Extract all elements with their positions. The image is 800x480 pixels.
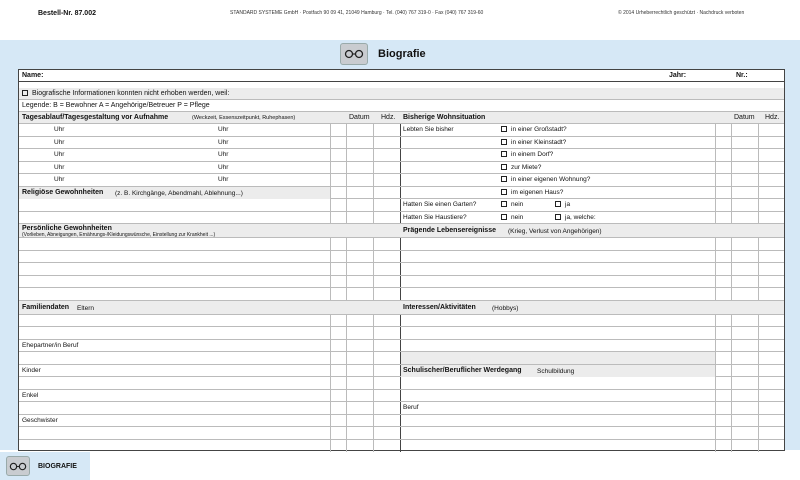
table-row[interactable] (19, 352, 784, 365)
option-checkbox[interactable] (501, 164, 541, 171)
table-row[interactable] (19, 427, 784, 440)
table-row[interactable] (19, 327, 784, 340)
spouse-label: Ehepartner/in Beruf (22, 341, 79, 349)
checkbox-icon[interactable] (501, 151, 507, 157)
no-label: nein (511, 201, 524, 208)
school-hint: Schulbildung (537, 367, 575, 375)
option-checkbox[interactable] (501, 126, 567, 133)
checkbox-icon[interactable] (501, 214, 507, 220)
table-row[interactable] (19, 149, 784, 162)
glasses-icon (340, 43, 368, 65)
checkbox-icon[interactable] (555, 201, 561, 207)
checkbox-icon[interactable] (501, 126, 507, 132)
no-label: nein (511, 213, 524, 221)
table-row[interactable] (19, 402, 784, 415)
uhr-label: Uhr (54, 138, 65, 146)
checkbox-icon[interactable] (555, 214, 561, 220)
option-label: zur Miete? (511, 163, 542, 171)
school-title: Schulischer/Beruflicher Werdegang (403, 366, 522, 374)
name-row[interactable] (19, 70, 784, 82)
datum-header: Datum (349, 114, 370, 121)
form-title-bar (340, 42, 426, 66)
uhr-label: Uhr (218, 138, 229, 146)
option-label: in einer Kleinstadt? (511, 138, 567, 146)
uhr-label: Uhr (54, 151, 65, 158)
lived-label: Lebten Sie bisher (403, 126, 454, 133)
option-label: in einem Dorf? (511, 151, 554, 158)
checkbox-icon[interactable] (501, 164, 507, 170)
checkbox-icon[interactable] (22, 90, 28, 96)
biography-form (18, 69, 785, 451)
interests-title: Interessen/Aktivitäten (403, 303, 476, 311)
family-title: Familiendaten (22, 303, 70, 311)
uhr-label: Uhr (218, 176, 229, 183)
checkbox-icon[interactable] (501, 189, 507, 195)
bottom-bar (0, 452, 800, 480)
siblings-label: Geschwister (22, 416, 58, 424)
option-checkbox[interactable] (501, 139, 566, 146)
page-title: Biografie (378, 48, 426, 60)
option-checkbox[interactable] (501, 176, 590, 183)
section-header-row (19, 301, 784, 315)
yes-which-label: ja, welche: (565, 213, 596, 221)
school-header-bg (401, 352, 715, 364)
section-header-row (19, 224, 784, 238)
pet-yes[interactable] (555, 214, 596, 221)
religion-hint: (z. B. Kirchgänge, Abendmahl, Ablehnung...) (115, 189, 243, 197)
checkbox-icon[interactable] (501, 201, 507, 207)
events-hint: (Krieg, Verlust von Angehörigen) (508, 228, 602, 235)
personal-title: Persönliche Gewohnheiten (22, 225, 112, 232)
personal-hint: (Vorlieben, Abneigungen, Ernährungs-/Kleidungswünsche, Einstellung zur Krankheit ...) (22, 232, 216, 238)
name-label: Name: (22, 72, 44, 79)
table-row[interactable] (19, 199, 784, 212)
uhr-label: Uhr (218, 151, 229, 158)
uhr-label: Uhr (54, 176, 65, 183)
living-title: Bisherige Wohnsituation (403, 114, 486, 121)
garden-question: Hatten Sie einen Garten? (403, 201, 477, 208)
table-row[interactable] (19, 251, 784, 264)
table-row[interactable] (19, 288, 784, 301)
family-hint: Eltern (77, 304, 94, 312)
garden-no[interactable] (501, 201, 523, 208)
table-row[interactable] (19, 238, 784, 251)
pet-no[interactable] (501, 214, 523, 221)
table-row[interactable] (19, 276, 784, 289)
table-row[interactable] (19, 390, 784, 403)
section-header-row (19, 112, 784, 124)
table-row[interactable] (19, 365, 784, 378)
table-row[interactable] (19, 137, 784, 150)
legend-row (19, 100, 784, 112)
table-row[interactable] (19, 377, 784, 390)
uhr-label: Uhr (54, 126, 65, 133)
checkbox-icon[interactable] (501, 176, 507, 182)
datum-header-right: Datum (734, 114, 755, 121)
interests-hint: (Hobbys) (492, 304, 519, 312)
uhr-label: Uhr (54, 163, 65, 171)
routine-title: Tagesablauf/Tagesgestaltung vor Aufnahme (22, 114, 169, 121)
uhr-label: Uhr (218, 163, 229, 171)
glasses-icon (6, 456, 30, 476)
uhr-label: Uhr (218, 126, 229, 133)
option-label: in einer eigenen Wohnung? (511, 176, 591, 183)
info-checkbox[interactable] (22, 90, 229, 97)
legend: Legende: B = Bewohner A = Angehörige/Betreuer P = Pflege (22, 102, 210, 109)
copyright: © 2014 Urheberrechtlich geschützt · Nachdruck verboten (618, 10, 745, 16)
hdz-header-right: Hdz. (765, 114, 780, 121)
info-text: Biografische Informationen konnten nicht erhoben werden, weil: (32, 90, 230, 97)
info-row[interactable] (19, 88, 784, 100)
events-title: Prägende Lebensereignisse (403, 227, 496, 234)
routine-hint: (Weckzeit, Essenszeitpunkt, Ruhephasen) (192, 115, 296, 121)
grandchildren-label: Enkel (22, 391, 39, 399)
table-row[interactable] (19, 124, 784, 137)
checkbox-icon[interactable] (501, 139, 507, 145)
footer-tab-label: BIOGRAFIE (38, 462, 77, 470)
year-label: Jahr: (669, 72, 687, 79)
job-label: Beruf (403, 404, 419, 411)
table-row[interactable] (19, 315, 784, 328)
children-label: Kinder (22, 366, 41, 374)
footer-tab[interactable] (0, 452, 90, 480)
table-row[interactable] (19, 212, 784, 225)
table-row[interactable] (19, 162, 784, 175)
option-label: im eigenen Haus? (511, 188, 564, 196)
table-row[interactable] (19, 263, 784, 276)
religion-title: Religiöse Gewohnheiten (22, 188, 104, 196)
pet-question: Hatten Sie Haustiere? (403, 213, 467, 221)
yes-label: ja (565, 201, 571, 208)
garden-yes[interactable] (555, 201, 570, 208)
top-header (0, 0, 800, 40)
option-checkbox[interactable] (501, 151, 553, 158)
table-row[interactable] (19, 340, 784, 353)
table-row[interactable] (19, 174, 784, 187)
order-number: Bestell-Nr. 87.002 (38, 10, 96, 17)
table-row[interactable] (19, 187, 784, 200)
company-address: STANDARD SYSTEME GmbH · Postfach 90 09 41, 21049 Hamburg · Tel. (040) 767 319-0 · Fax (040) 767 319-60 (230, 10, 484, 16)
table-row[interactable] (19, 415, 784, 428)
option-checkbox[interactable] (501, 189, 563, 196)
hdz-header: Hdz. (381, 114, 396, 121)
option-label: in einer Großstadt? (511, 126, 567, 133)
nr-label: Nr.: (736, 72, 748, 79)
